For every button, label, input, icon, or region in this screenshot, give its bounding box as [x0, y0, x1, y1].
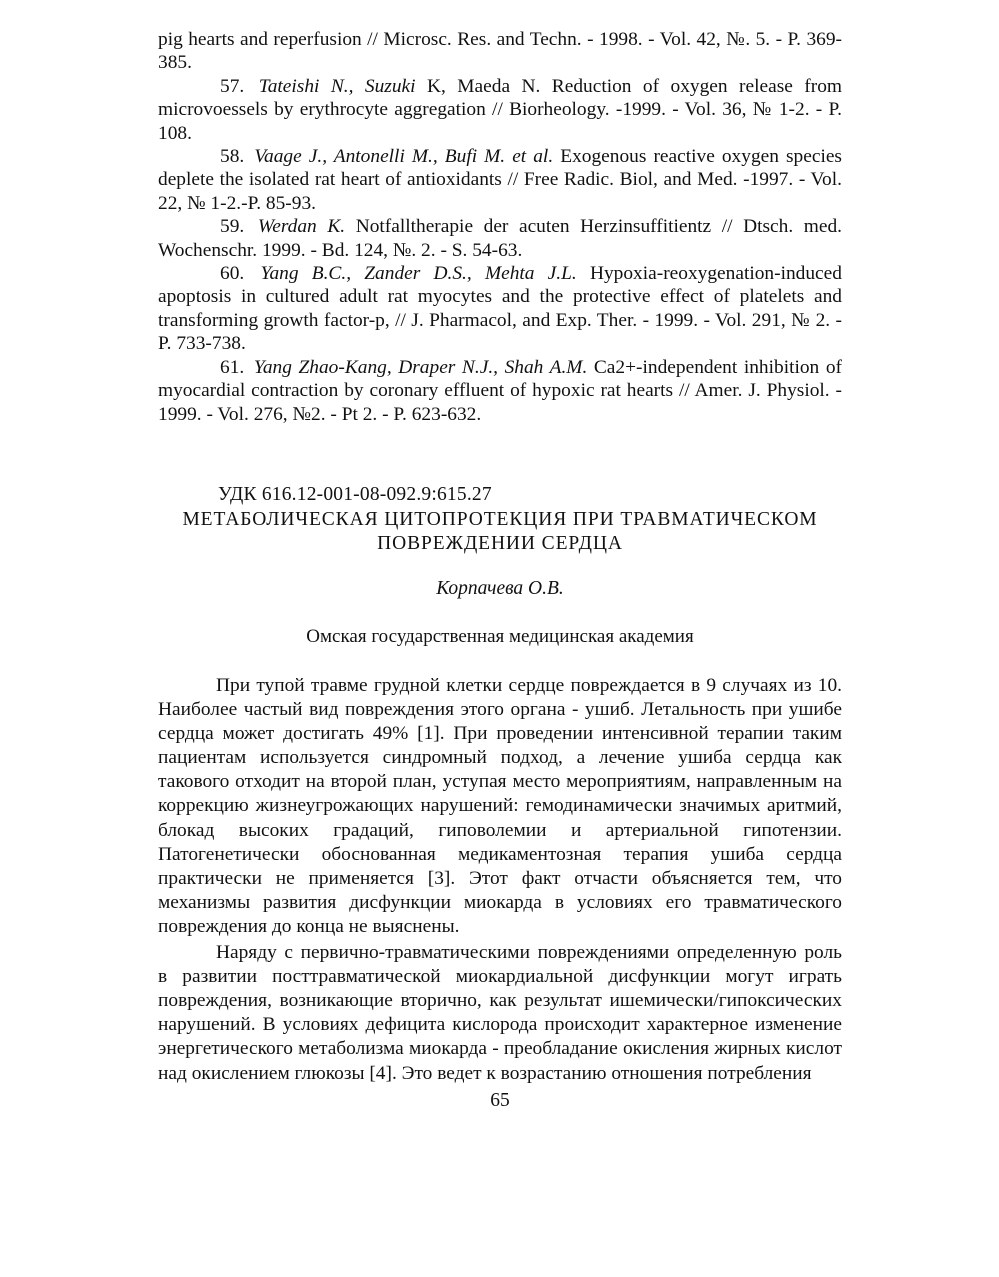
author-name: Корпачева О.В. — [436, 578, 564, 599]
article-title — [158, 508, 842, 556]
reference-58: 58. Vaage J., Antonelli M., Bufi M. et al. Exogenous reactive oxygen species deplete the isolated rat heart of antioxidants // Free Radic. Biol, and Med. -1997. - Vol. 22, № 1-2.-P. 85-93. — [158, 146, 842, 214]
reference-57: 57. Tateishi N., Suzuki K, Maeda N. Reduction of oxygen release from microvoessels by erythrocyte aggregation // Biorheology. -1999. - Vol. 36, № 1-2. - P. 108. — [158, 75, 842, 144]
reference-59: 59. Werdan K. Notfalltherapie der acuten Herzinsuffitientz // Dtsch. med. Wochenschr. 1999. - Bd. 124, №. 2. - S. 54-63. — [158, 216, 842, 261]
page-number: 65 — [490, 1090, 510, 1111]
article-title-line-1: МЕТАБОЛИЧЕСКАЯ ЦИТОПРОТЕКЦИЯ ПРИ ТРАВМАТИЧЕСКОМ — [182, 509, 818, 530]
body-paragraph-2: Наряду с первично-травматическими повреждениями определенную роль в развитии посттравматической миокардиальной дисфункции могут играть повреждения, возникающие вторично, как результат ишемически/гипоксических нарушений. В условиях дефицита кислорода происходит характерное изменение энергетического метаболизма миокарда - преобладание окисления жирных кислот над окислением глюкозы [4]. Это ведет к возрастанию отношения потребления — [158, 942, 842, 1084]
affiliation: Омская государственная медицинская академия — [306, 626, 694, 647]
reference-61: 61. Yang Zhao-Kang, Draper N.J., Shah A.M. Ca2+-independent inhibition of myocardial contraction by coronary effluent of hypoxic rat hearts // Amer. J. Physiol. - 1999. - Vol. 276, №2. - Pt 2. - P. 623-632. — [158, 356, 842, 425]
reference-60: 60. Yang B.C., Zander D.S., Mehta J.L. Hypoxia-reoxygenation-induced apoptosis in cultured adult rat myocytes and the protective effect of platelets and transforming growth factor-p, // J. Pharmacol, and Exp. Ther. - 1999. - Vol. 291, № 2. - P. 733-738. — [158, 263, 842, 355]
reference-list — [158, 28, 842, 426]
article-body — [158, 674, 842, 1086]
body-paragraph-1: При тупой травме грудной клетки сердце повреждается в 9 случаях из 10. Наиболее частый вид повреждения этого органа - ушиб. Летальность при ушибе сердца может достигать 49% [1]. При проведении интенсивной терапии таким пациентам используется синдромный подход, а лечение ушиба сердца как такового отходит на второй план, уступая место мероприятиям, направленным на коррекцию жизнеугрожающих нарушений: гемодинамически значимых аритмий, блокад высоких градаций, гиповолемии и артериальной гипотензии. Патогенетически обоснованная медикаментозная терапия ушиба сердца практически не применяется [3]. Этот факт отчасти объясняется тем, что механизмы развития дисфункции миокарда в условиях его травматического повреждения до конца не выяснены. — [158, 675, 842, 937]
article-title-line-2: ПОВРЕЖДЕНИИ СЕРДЦА — [377, 533, 623, 554]
udc-code: УДК 616.12-001-08-092.9:615.27 — [218, 484, 492, 505]
reference-continuation: pig hearts and reperfusion // Microsc. Res. and Techn. - 1998. - Vol. 42, №. 5. - P. 369-385. — [158, 29, 842, 74]
